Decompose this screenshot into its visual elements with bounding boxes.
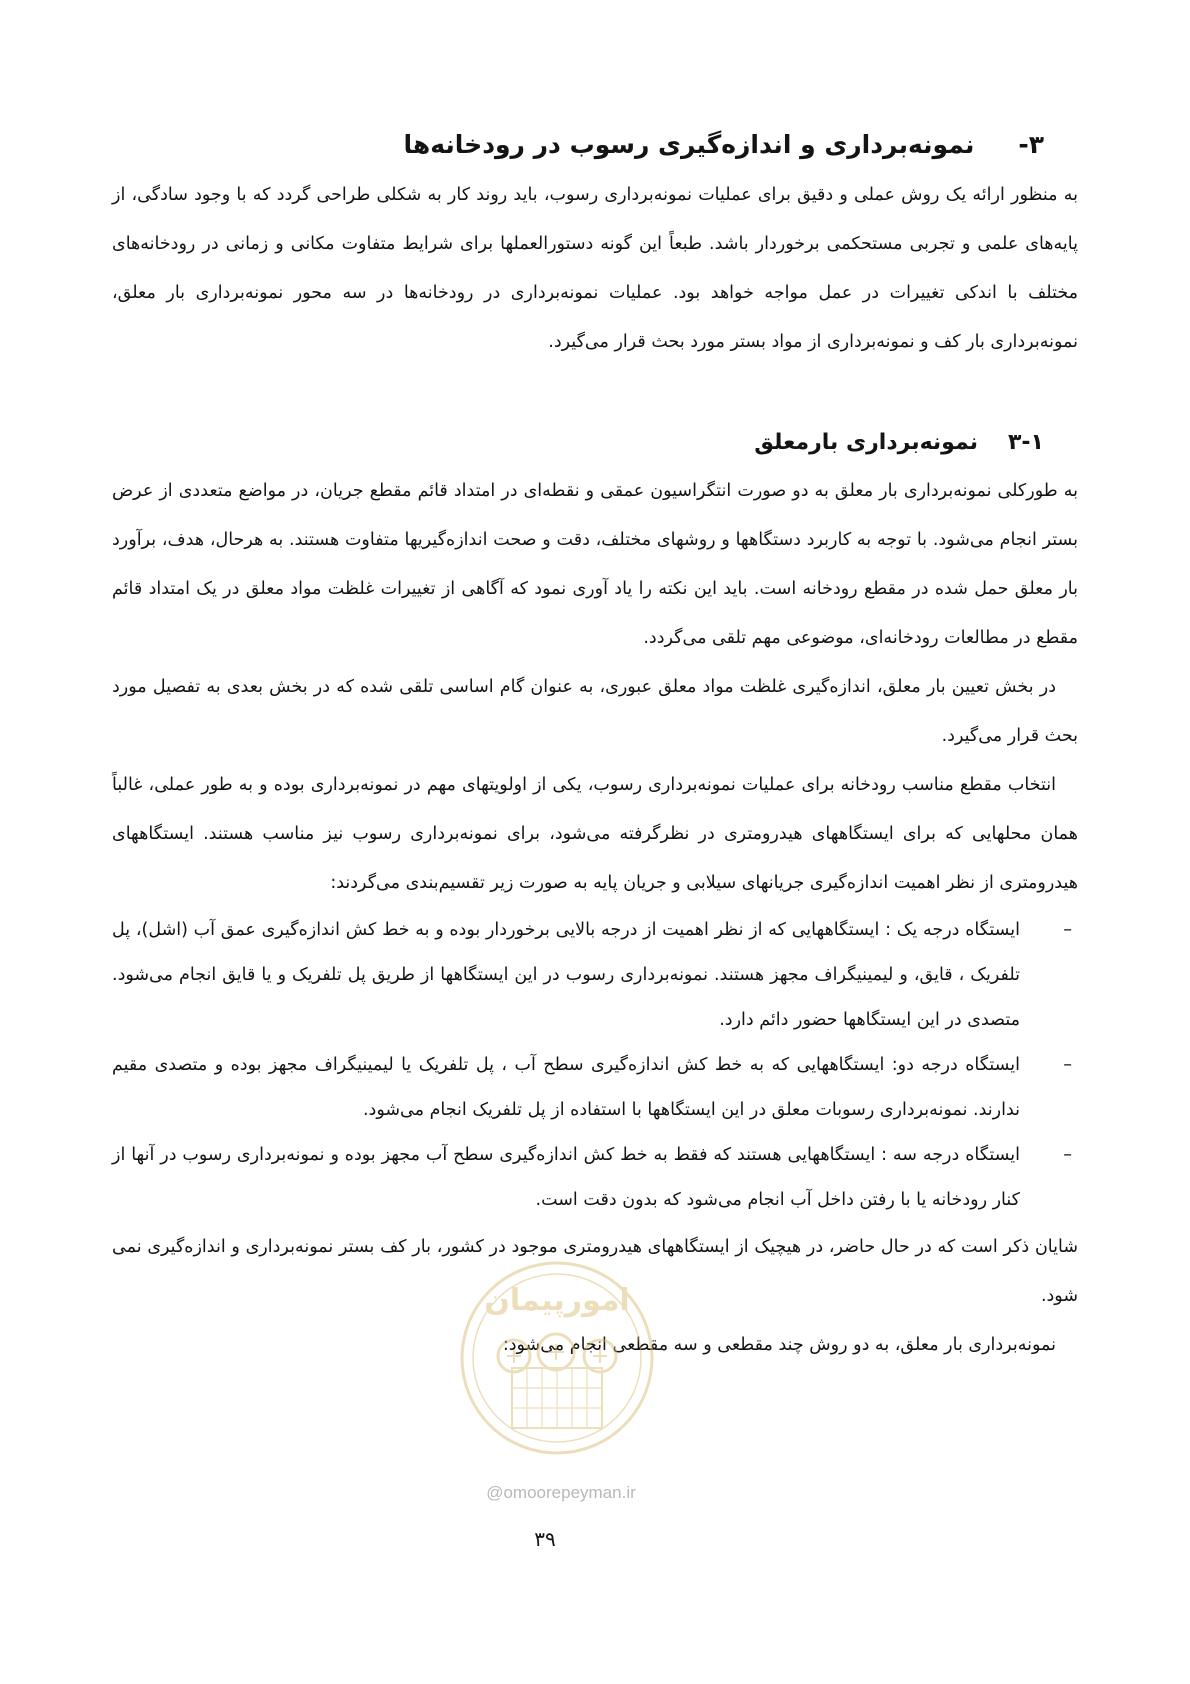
paragraph: نمونه‌برداری بار معلق، به دو روش چند مقطعی و سه مقطعی انجام می‌شود: [502, 1335, 1056, 1355]
list-item [112, 908, 1078, 1043]
paragraph: به طورکلی نمونه‌برداری بار معلق به دو صورت انتگراسیون عمقی و نقطه‌ای در امتداد قائم مقطع جریان، در مواضع متعددی از عرض بستر انجام می‌شود. با توجه به کاربرد دستگاهها و روشهای مختلف، دقت و صحت اندازه‌گیریها متفاوت هستند. به هرحال، هدف، برآورد بار معلق حمل شده در مقطع رودخانه است. باید این نکته را یاد آوری نمود که آگاهی از تغییرات غلظت مواد معلق در یک امتداد قائم مقطع در مطالعات رودخانه‌ای، موضوعی مهم تلقی می‌گردد. [112, 481, 1078, 648]
bullet-dash: – [1063, 1145, 1072, 1165]
section-heading [112, 125, 1044, 165]
bullet-dash: – [1063, 1055, 1072, 1075]
section-title: نمونه‌برداری و اندازه‌گیری رسوب در رودخانه‌ها [403, 130, 975, 159]
list-item [112, 1043, 1078, 1133]
subsection-number: ۳-۱ [1008, 430, 1044, 455]
paragraph: در بخش تعیین بار معلق، اندازه‌گیری غلظت مواد معلق عبوری، به عنوان گام اساسی تلقی شده که در بخش بعدی به تفصیل مورد بحث قرار می‌گیرد. [112, 677, 1078, 746]
watermark-logo-text: امورپیمان [484, 1283, 630, 1318]
station-list [112, 908, 1078, 1223]
subsection-title: نمونه‌برداری بارمعلق [754, 430, 978, 455]
page-number: ۳۹ [534, 1527, 556, 1551]
section-number: ۳- [1018, 130, 1044, 159]
watermark-site: @omoorepeyman.ir [486, 1483, 636, 1502]
bullet-dash: – [1063, 920, 1072, 940]
list-item-text: ایستگاه درجه یک : ایستگاههایی که از نظر اهمیت از درجه بالایی برخوردار بوده و به خط کش اندازه‌گیری عمق آب (اشل)، پل تلفریک ، قایق، و لیمینیگراف مجهز هستند. نمونه‌برداری رسوب در این ایستگاهها از طریق پل تلفریک و یا قایق انجام می‌شود. متصدی در این ایستگاهها حضور دائم دارد. [112, 920, 1020, 1030]
watermark-logo [452, 1248, 662, 1480]
subsection-heading [112, 425, 1044, 461]
list-item-text: ایستگاه درجه سه : ایستگاههایی هستند که فقط به خط کش اندازه‌گیری سطح آب مجهز بوده و نمونه‌برداری رسوب در آنها از کنار رودخانه یا با رفتن داخل آب انجام می‌شود که بدون دقت است. [112, 1145, 1020, 1210]
list-item [112, 1133, 1078, 1223]
paragraph: انتخاب مقطع مناسب رودخانه برای عملیات نمونه‌برداری رسوب، یکی از اولویتهای مهم در نمونه‌برداری بوده و به طور عملی، غالباً همان محلهایی که برای ایستگاههای هیدرومتری در نظرگرفته می‌شود، برای نمونه‌برداری رسوب نیز مناسب هستند. ایستگاههای هیدرومتری از نظر اهمیت اندازه‌گیری جریانهای سیلابی و جریان پایه به صورت زیر تقسیم‌بندی می‌گردند: [112, 775, 1078, 893]
paragraph: شایان ذکر است که در حال حاضر، در هیچیک از ایستگاههای هیدرومتری موجود در کشور، بار کف بستر نمونه‌برداری و اندازه‌گیری نمی شود. [112, 1237, 1078, 1306]
section-intro: به منظور ارائه یک روش عملی و دقیق برای عملیات نمونه‌برداری رسوب، باید روند کار به شکلی طراحی گردد که با وجود سادگی، از پایه‌های علمی و تجربی مستحکمی برخوردار باشد. طبعاً این گونه دستورالعملها برای شرایط متفاوت مکانی و زمانی در رودخانه‌های مختلف با اندکی تغییرات در عمل مواجه خواهد بود. عملیات نمونه‌برداری در رودخانه‌ها در سه محور نمونه‌برداری بار معلق، نمونه‌برداری بار کف و نمونه‌برداری از مواد بستر مورد بحث قرار می‌گیرد. [112, 185, 1078, 352]
list-item-text: ایستگاه درجه دو: ایستگاههایی که به خط کش اندازه‌گیری سطح آب ، پل تلفریک یا لیمینیگراف مجهز بوده و متصدی مقیم ندارند. نمونه‌برداری رسوبات معلق در این ایستگاهها با استفاده از پل تلفریک انجام می‌شود. [112, 1055, 1020, 1120]
document-page [112, 125, 1078, 1370]
